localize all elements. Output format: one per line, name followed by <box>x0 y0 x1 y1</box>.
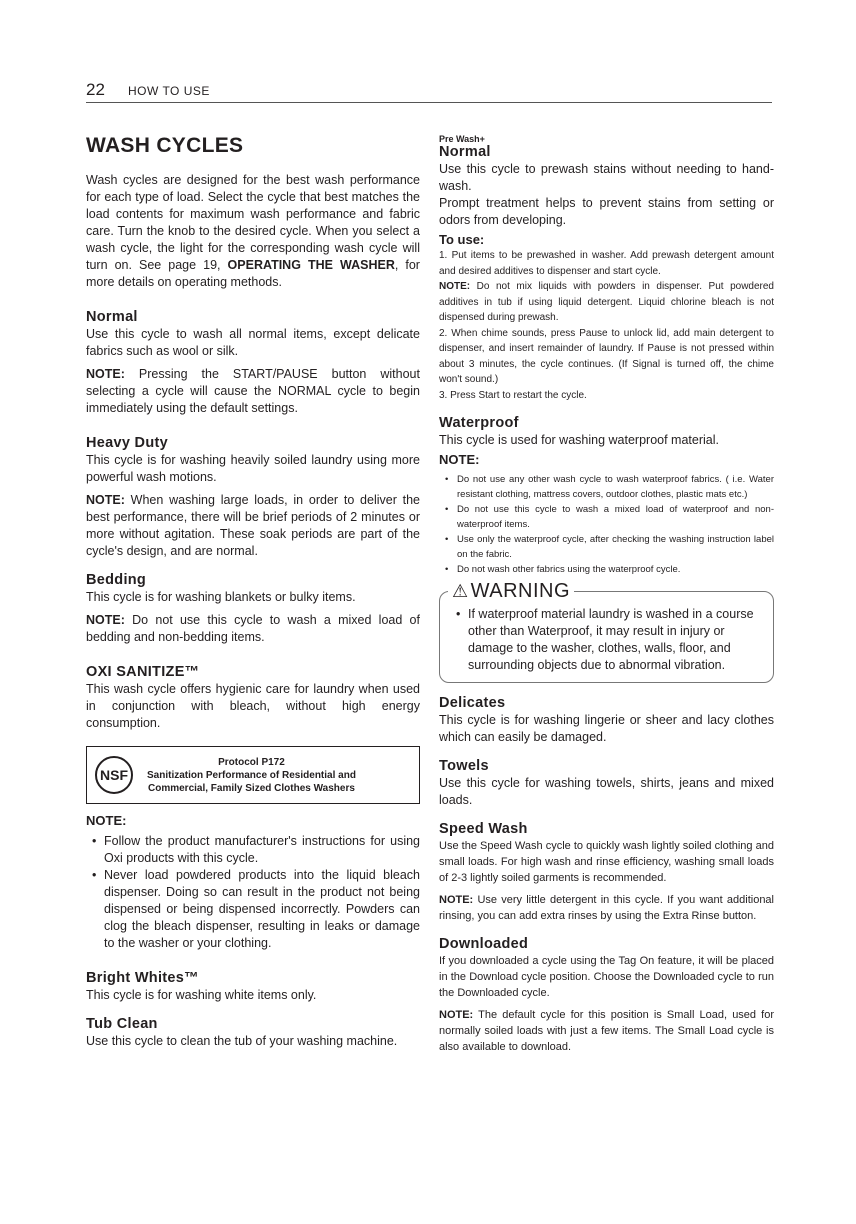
normal-body: Use this cycle to wash all normal items, except delicate fabrics such as wool or silk. <box>86 327 420 358</box>
waterproof-note-label: NOTE: <box>439 452 480 467</box>
oxi-sanitize-body: This wash cycle offers hygienic care for laundry when used in conjunction with bleach, without high energy consumption. <box>86 682 420 730</box>
waterproof-body: This cycle is used for washing waterproof material. <box>439 433 719 447</box>
list-item: • Never load powdered products into the liquid bleach dispenser. Doing so can result in the product not being dispensed or being dispensed incorrectly. Powders can clog the bleach dispenser, resulting in leaks or damage to the washer or your clothing. <box>92 867 420 952</box>
bright-whites-body: This cycle is for washing white items only. <box>86 988 317 1002</box>
waterproof-heading: Waterproof <box>439 415 519 431</box>
heavy-duty-note: NOTE: When washing large loads, in order to deliver the best performance, there will be brief periods of 2 minutes or more without agitation. These soak periods are part of the cycle's design, and are normal. <box>86 493 421 558</box>
prewash-step-2: 2. When chime sounds, press Pause to unlock lid, add main detergent to dispenser, and insert remainder of laundry. If Pause is not pressed within about 3 minutes, the cycle continues. (If Signal is turned off, the chime won't sound.) <box>439 327 774 385</box>
downloaded-heading: Downloaded <box>439 936 529 952</box>
nsf-certification-box <box>86 746 420 804</box>
to-use-label: To use: <box>439 232 485 247</box>
speed-wash-note: NOTE: Use very little detergent in this cycle. If you want additional rinsing, you can add extra rinses by using the Extra Rinse button. <box>439 894 774 922</box>
operating-ref: OPERATING THE WASHER <box>227 258 395 272</box>
prewash-step-1: 1. Put items to be prewashed in washer. Add prewash detergent amount and desired additives to dispenser and start cycle. <box>439 250 774 277</box>
bright-whites-heading: Bright Whites™ <box>86 970 199 986</box>
page-number: 22 <box>86 80 105 99</box>
warning-title: ⚠ WARNING <box>448 580 574 603</box>
downloaded-body: If you downloaded a cycle using the Tag On feature, it will be placed in the Download cycle position. Choose the Downloaded cycle to run the Downloaded cycle. <box>439 955 774 999</box>
heavy-duty-heading: Heavy Duty <box>86 435 168 451</box>
intro-text: Wash cycles are designed for the best wash performance for each type of load. Select the cycle that best matches the load contents for maximum wash performance and fabric care. Turn the knob to the desired cycle. When you select a wash cycle, the light for the corresponding wash cycle will turn on. See page 19, OPERATING THE WASHER, for more details on operating methods. <box>86 173 420 289</box>
list-item: • Follow the product manufacturer's instructions for using Oxi products with this cycle. <box>92 833 420 867</box>
warning-triangle-icon: ⚠ <box>452 581 469 601</box>
tub-clean-heading: Tub Clean <box>86 1016 158 1032</box>
nsf-description: Protocol P172 Sanitization Performance of Residential and Commercial, Family Sized Clothes Washers <box>147 756 356 794</box>
oxi-note-label: NOTE: <box>86 813 127 828</box>
nsf-logo: NSF <box>95 756 133 794</box>
prewash-prefix: Pre Wash+ <box>439 134 485 144</box>
normal-note: NOTE: Pressing the START/PAUSE button without selecting a cycle will cause the NORMAL cycle to begin immediately using the default settings. <box>86 367 420 415</box>
left-column <box>86 134 420 1050</box>
tub-clean-body: Use this cycle to clean the tub of your washing machine. <box>86 1034 398 1048</box>
normal-heading: Normal <box>86 309 138 325</box>
warning-list <box>456 606 763 674</box>
bedding-heading: Bedding <box>86 572 147 588</box>
towels-body: Use this cycle for washing towels, shirts, jeans and mixed loads. <box>439 776 774 807</box>
speed-wash-body: Use the Speed Wash cycle to quickly wash lightly soiled clothing and small loads. For high wash and rinse efficiency, washing small loads of 2-3 lightly soiled garments is recommended. <box>439 840 774 884</box>
section-label: HOW TO USE <box>128 84 210 98</box>
towels-heading: Towels <box>439 758 489 774</box>
oxi-note-list <box>92 833 420 952</box>
prewash-body-1: Use this cycle to prewash stains without needing to hand-wash. <box>439 162 774 193</box>
downloaded-note: NOTE: The default cycle for this position is Small Load, used for normally soiled loads with just a few items. The Small Load cycle is also available to download. <box>439 1009 775 1053</box>
delicates-body: This cycle is for washing lingerie or sheer and lacy clothes which can easily be damaged. <box>439 713 774 744</box>
list-item: • Do not use this cycle to wash a mixed load of waterproof and non-waterproof items. <box>445 502 774 532</box>
list-item: • Use only the waterproof cycle, after checking the washing instruction label on the fabric. <box>445 532 774 562</box>
speed-wash-heading: Speed Wash <box>439 821 528 837</box>
right-column <box>439 134 774 1055</box>
prewash-normal-heading: Normal <box>439 144 491 160</box>
bedding-note: NOTE: Do not use this cycle to wash a mixed load of bedding and non-bedding items. <box>86 613 420 644</box>
bedding-body: This cycle is for washing blankets or bulky items. <box>86 590 356 604</box>
prewash-body-2: Prompt treatment helps to prevent stains from setting or odors from developing. <box>439 196 774 227</box>
list-item: • Do not use any other wash cycle to wash waterproof fabrics. ( i.e. Water resistant clothing, mattress covers, outdoor clothes, plastic mats etc.) <box>445 472 774 502</box>
heavy-duty-body: This cycle is for washing heavily soiled laundry using more powerful wash motions. <box>86 453 420 484</box>
page-title: WASH CYCLES <box>86 134 244 157</box>
warning-box <box>439 580 774 683</box>
oxi-sanitize-heading: OXI SANITIZE™ <box>86 664 200 680</box>
warning-text: • If waterproof material laundry is washed in a course other than Waterproof, it may result in injury or damage to the washer, clothes, walls, floor, and surrounding objects due to abnormal vibration. <box>456 606 763 674</box>
prewash-note: NOTE: Do not mix liquids with powders in dispenser. Put powdered additives in tub if using liquid detergent. Liquid chlorine bleach is not dispensed during prewash. <box>439 281 774 323</box>
waterproof-note-list <box>445 472 774 577</box>
delicates-heading: Delicates <box>439 695 506 711</box>
list-item: • Do not wash other fabrics using the waterproof cycle. <box>445 562 774 577</box>
page-header <box>86 80 772 103</box>
prewash-step-3: 3. Press Start to restart the cycle. <box>439 389 587 401</box>
